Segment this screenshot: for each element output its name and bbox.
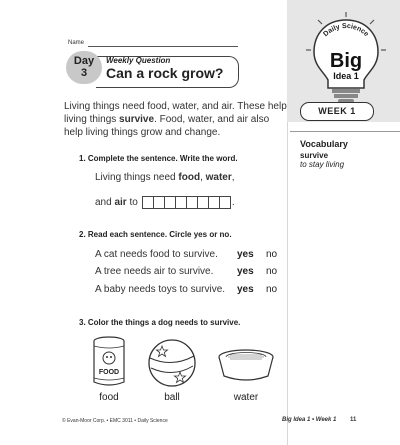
sentence-text-to: to bbox=[126, 197, 138, 208]
sentence-text: Living things need bbox=[95, 172, 179, 183]
intro-keyword: survive bbox=[119, 114, 155, 125]
name-label: Name bbox=[68, 40, 85, 46]
yes-option[interactable]: yes bbox=[237, 249, 254, 260]
word-air: air bbox=[114, 197, 127, 208]
question-1-line-2 bbox=[95, 196, 235, 209]
ball-icon[interactable] bbox=[147, 338, 197, 388]
footer-copyright: © Evan-Moor Corp. • EMC 3011 • Daily Science bbox=[62, 418, 168, 424]
letter-box[interactable] bbox=[219, 196, 231, 209]
intro-text-end: . Food, water, and air also help living things grow and change. bbox=[64, 114, 270, 138]
sentence-comma: , bbox=[200, 172, 206, 183]
instruction-period: . bbox=[229, 230, 232, 239]
vocabulary-word: survive bbox=[300, 151, 329, 160]
name-field[interactable] bbox=[88, 46, 238, 47]
question-1-line-1 bbox=[95, 172, 235, 183]
instruction-text: 2. Read each sentence. Circle bbox=[79, 230, 194, 239]
sentence-comma-end: , bbox=[231, 172, 235, 183]
divider bbox=[290, 131, 400, 132]
word-water: water bbox=[205, 172, 232, 183]
weekly-question-label: Weekly Question bbox=[106, 56, 171, 65]
question-2-instruction bbox=[79, 230, 232, 239]
page-number: 11 bbox=[350, 417, 357, 423]
letter-boxes[interactable] bbox=[142, 196, 230, 209]
dog-food-can-icon[interactable] bbox=[92, 336, 126, 388]
intro-text: Living things need food, water, and air. These help living things bbox=[64, 101, 287, 125]
can-label: FOOD bbox=[98, 369, 120, 376]
vocabulary-title: Vocabulary bbox=[300, 139, 348, 149]
yes-no-row-1-text: A cat needs food to survive. bbox=[95, 249, 218, 260]
item-label-water: water bbox=[233, 392, 259, 403]
vocabulary-definition: to stay living bbox=[300, 160, 345, 169]
intro-paragraph bbox=[64, 100, 290, 139]
no-option[interactable]: no bbox=[266, 266, 278, 277]
badge-arc-text: Daily Science bbox=[322, 22, 370, 39]
day-number: 3 bbox=[80, 67, 88, 79]
question-3-instruction: 3. Color the things a dog needs to survive. bbox=[79, 318, 241, 327]
water-bowl-icon[interactable] bbox=[216, 348, 276, 384]
yes-option[interactable]: yes bbox=[237, 284, 254, 295]
instruction-yes: yes bbox=[193, 230, 208, 239]
yes-no-row-2-text: A tree needs air to survive. bbox=[95, 266, 214, 277]
yes-no-row-3-text: A baby needs toys to survive. bbox=[95, 284, 226, 295]
no-option[interactable]: no bbox=[266, 284, 278, 295]
yes-option[interactable]: yes bbox=[237, 266, 254, 277]
week-badge: WEEK 1 bbox=[300, 102, 374, 121]
badge-idea-text: Idea 1 bbox=[333, 71, 359, 81]
big-idea-lightbulb-icon bbox=[304, 12, 388, 104]
instruction-or: or bbox=[207, 230, 220, 239]
badge-big-text: Big bbox=[329, 50, 363, 72]
item-label-food: food bbox=[99, 392, 119, 403]
footer-big-idea: Big Idea 1 • Week 1 bbox=[282, 417, 337, 423]
sentence-text: and bbox=[95, 197, 115, 208]
word-food: food bbox=[178, 172, 201, 183]
weekly-question: Can a rock grow? bbox=[106, 65, 224, 81]
day-label: Day bbox=[73, 55, 95, 67]
sentence-period: . bbox=[231, 197, 235, 208]
question-1-instruction: 1. Complete the sentence. Write the word. bbox=[79, 154, 238, 163]
item-label-ball: ball bbox=[164, 392, 180, 403]
instruction-no: no bbox=[219, 230, 230, 239]
no-option[interactable]: no bbox=[266, 249, 278, 260]
day-badge bbox=[66, 51, 102, 84]
